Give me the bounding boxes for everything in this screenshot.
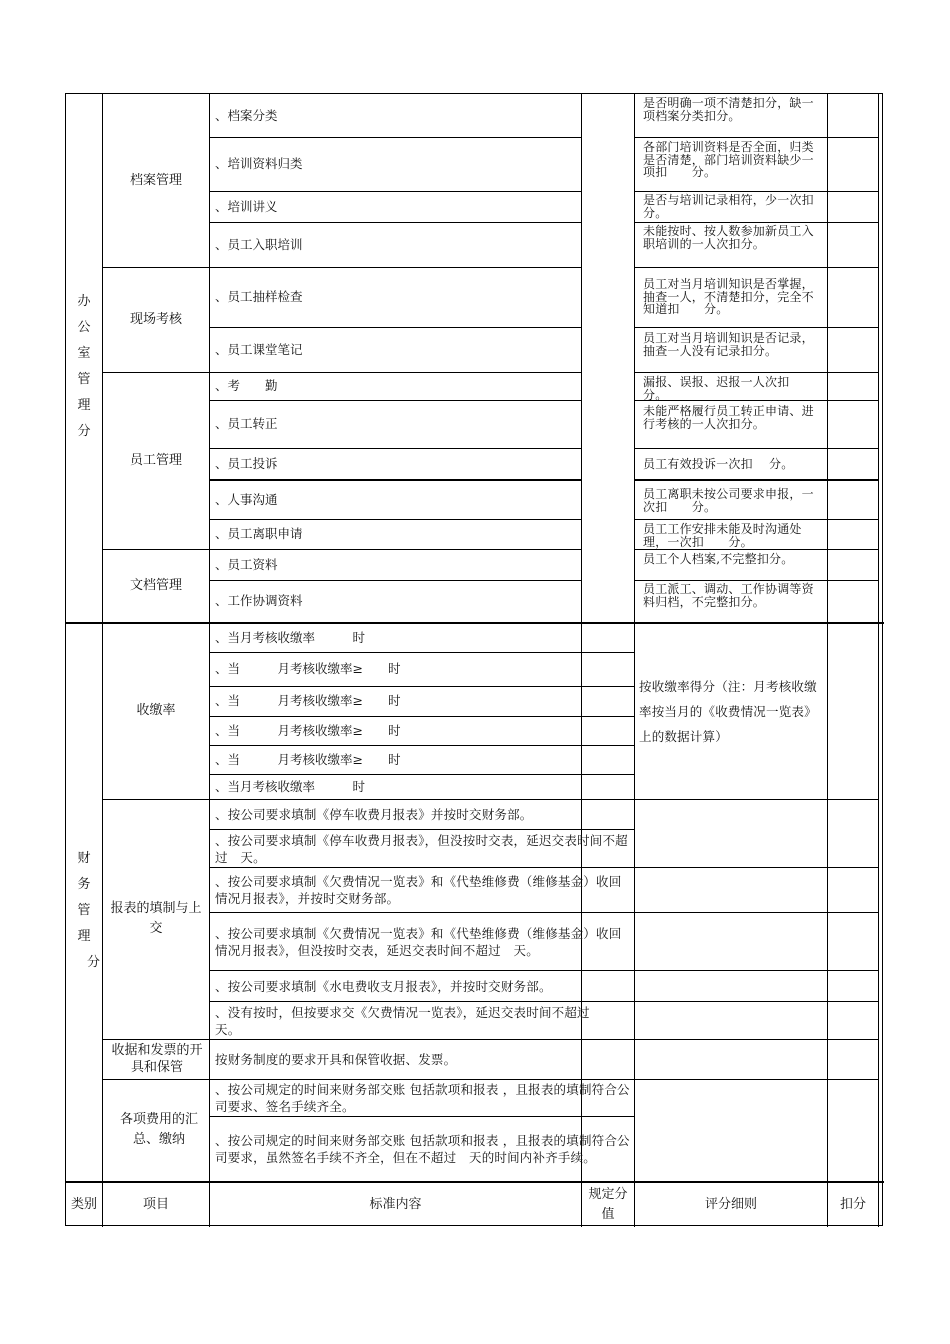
rule-cell: 员工工作安排未能及时沟通处理，一次扣 分。 bbox=[643, 522, 802, 549]
standard-cell: 、员工离职申请 bbox=[215, 526, 303, 541]
report-row: 、按公司要求填制《水电费收支月报表》，并按时交财务部。 bbox=[215, 978, 552, 994]
header-item: 项目 bbox=[142, 1196, 169, 1212]
header-category: 类别 bbox=[70, 1196, 97, 1212]
category-office: 办 公 室 管 理 分 bbox=[77, 294, 91, 439]
standard-cell: 、员工入职培训 bbox=[215, 236, 303, 252]
report-row: 、按公司要求填制《停车收费月报表》，但没按时交表，延迟交表时间不超过 天。 bbox=[215, 832, 628, 865]
standard-cell: 、员工抽样检查 bbox=[215, 289, 303, 304]
item-fees: 各项费用的汇总、缴纳 bbox=[119, 1112, 198, 1147]
standard-cell: 、员工课堂笔记 bbox=[215, 341, 303, 357]
item-reports: 报表的填制与上交 bbox=[110, 901, 202, 936]
report-row: 、按公司要求填制《欠费情况一览表》和《代垫维修费（维修基金）收回情况月报表》，并按时交财务部。 bbox=[215, 874, 622, 906]
rule-cell: 员工对当月培训知识是否掌握，抽查一人，不清楚扣分，完全不知道扣 分。 bbox=[643, 277, 814, 316]
item-receipts: 收据和发票的开具和保管 bbox=[111, 1043, 203, 1075]
report-row: 、按公司要求填制《欠费情况一览表》和《代垫维修费（维修基金）收回情况月报表》，但没按时交表，延迟交表时间不超过 天。 bbox=[215, 925, 622, 958]
rule-cell: 各部门培训资料是否全面，归类是否清楚，部门培训资料缺少一项扣 分。 bbox=[643, 140, 814, 179]
rule-cell: 员工派工、调动、工作协调等资料归档，不完整扣分。 bbox=[643, 582, 814, 609]
report-row: 、没有按时，但按要求交《欠费情况一览表》，延迟交表时间不超过 天。 bbox=[215, 1004, 607, 1037]
collection-rule: 按收缴率得分（注：月考核收缴率按当月的《收费情况一览表》上的数据计算） bbox=[639, 679, 817, 744]
header-standard: 标准内容 bbox=[369, 1196, 422, 1212]
report-row: 、按公司要求填制《停车收费月报表》并按时交财务部。 bbox=[215, 807, 533, 822]
category-finance: 财 务 管 理 分 bbox=[77, 851, 100, 970]
header-rules: 评分细则 bbox=[704, 1196, 757, 1212]
fee-row: 、按公司规定的时间来财务部交账 包括款项和报表 ，且报表的填制符合公司要求，虽然签名手续不齐全，但在不超过 天的时间内补齐手续。 bbox=[215, 1133, 630, 1165]
collection-row: 、当月考核收缴率 时 bbox=[215, 629, 366, 645]
standard-cell: 、人事沟通 bbox=[215, 491, 278, 507]
collection-row: 、当 月考核收缴率≥ 时 bbox=[215, 661, 401, 676]
standard-cell: 、员工转正 bbox=[215, 416, 278, 431]
rule-cell: 是否明确一项不清楚扣分，缺一项档案分类扣分。 bbox=[643, 96, 814, 123]
rule-cell: 是否与培训记录相符，少一次扣 分。 bbox=[643, 193, 839, 220]
assessment-table bbox=[65, 93, 883, 1226]
rule-cell: 员工个人档案,不完整扣分。 bbox=[643, 552, 794, 566]
header-deduct: 扣分 bbox=[839, 1196, 866, 1212]
divider bbox=[827, 94, 828, 1227]
rule-cell: 员工对当月培训知识是否记录，抽查一人没有记录扣分。 bbox=[643, 331, 814, 358]
collection-row: 、当 月考核收缴率≥ 时 bbox=[215, 751, 401, 767]
item-archive: 档案管理 bbox=[129, 172, 182, 188]
collection-row: 、当 月考核收缴率≥ 时 bbox=[215, 693, 401, 708]
standard-cell: 、培训讲义 bbox=[215, 198, 278, 214]
collection-row: 、当月考核收缴率 时 bbox=[215, 778, 366, 794]
fee-row: 、按公司规定的时间来财务部交账 包括款项和报表 ，且报表的填制符合公司要求、签名手续齐全。 bbox=[215, 1082, 630, 1114]
standard-cell: 、员工资料 bbox=[215, 556, 278, 572]
standard-cell: 、员工投诉 bbox=[215, 455, 278, 471]
receipt-row: 按财务制度的要求开具和保管收据、发票。 bbox=[215, 1052, 457, 1067]
standard-cell: 、培训资料归类 bbox=[215, 156, 303, 171]
standard-cell: 、考 勤 bbox=[215, 378, 278, 393]
rule-cell: 漏报、误报、迟报一人次扣 分。 bbox=[643, 375, 802, 402]
collection-row: 、当 月考核收缴率≥ 时 bbox=[215, 722, 401, 738]
rule-cell: 员工离职未按公司要求申报，一次扣 分。 bbox=[643, 487, 814, 514]
standard-cell: 、档案分类 bbox=[215, 107, 278, 123]
item-docs: 文档管理 bbox=[129, 577, 182, 593]
divider bbox=[878, 94, 879, 1227]
rule-cell: 未能严格履行员工转正申请、进行考核的一人次扣分。 bbox=[643, 404, 814, 431]
rule-cell: 未能按时、按人数参加新员工入职培训的一人次扣分。 bbox=[643, 224, 814, 251]
item-collection: 收缴率 bbox=[136, 703, 176, 718]
header-points: 规定分值 bbox=[588, 1186, 628, 1222]
item-staff: 员工管理 bbox=[129, 452, 182, 468]
item-onsite: 现场考核 bbox=[129, 311, 182, 327]
rule-cell: 员工有效投诉一次扣 分。 bbox=[643, 457, 794, 471]
standard-cell: 、工作协调资料 bbox=[215, 593, 303, 608]
